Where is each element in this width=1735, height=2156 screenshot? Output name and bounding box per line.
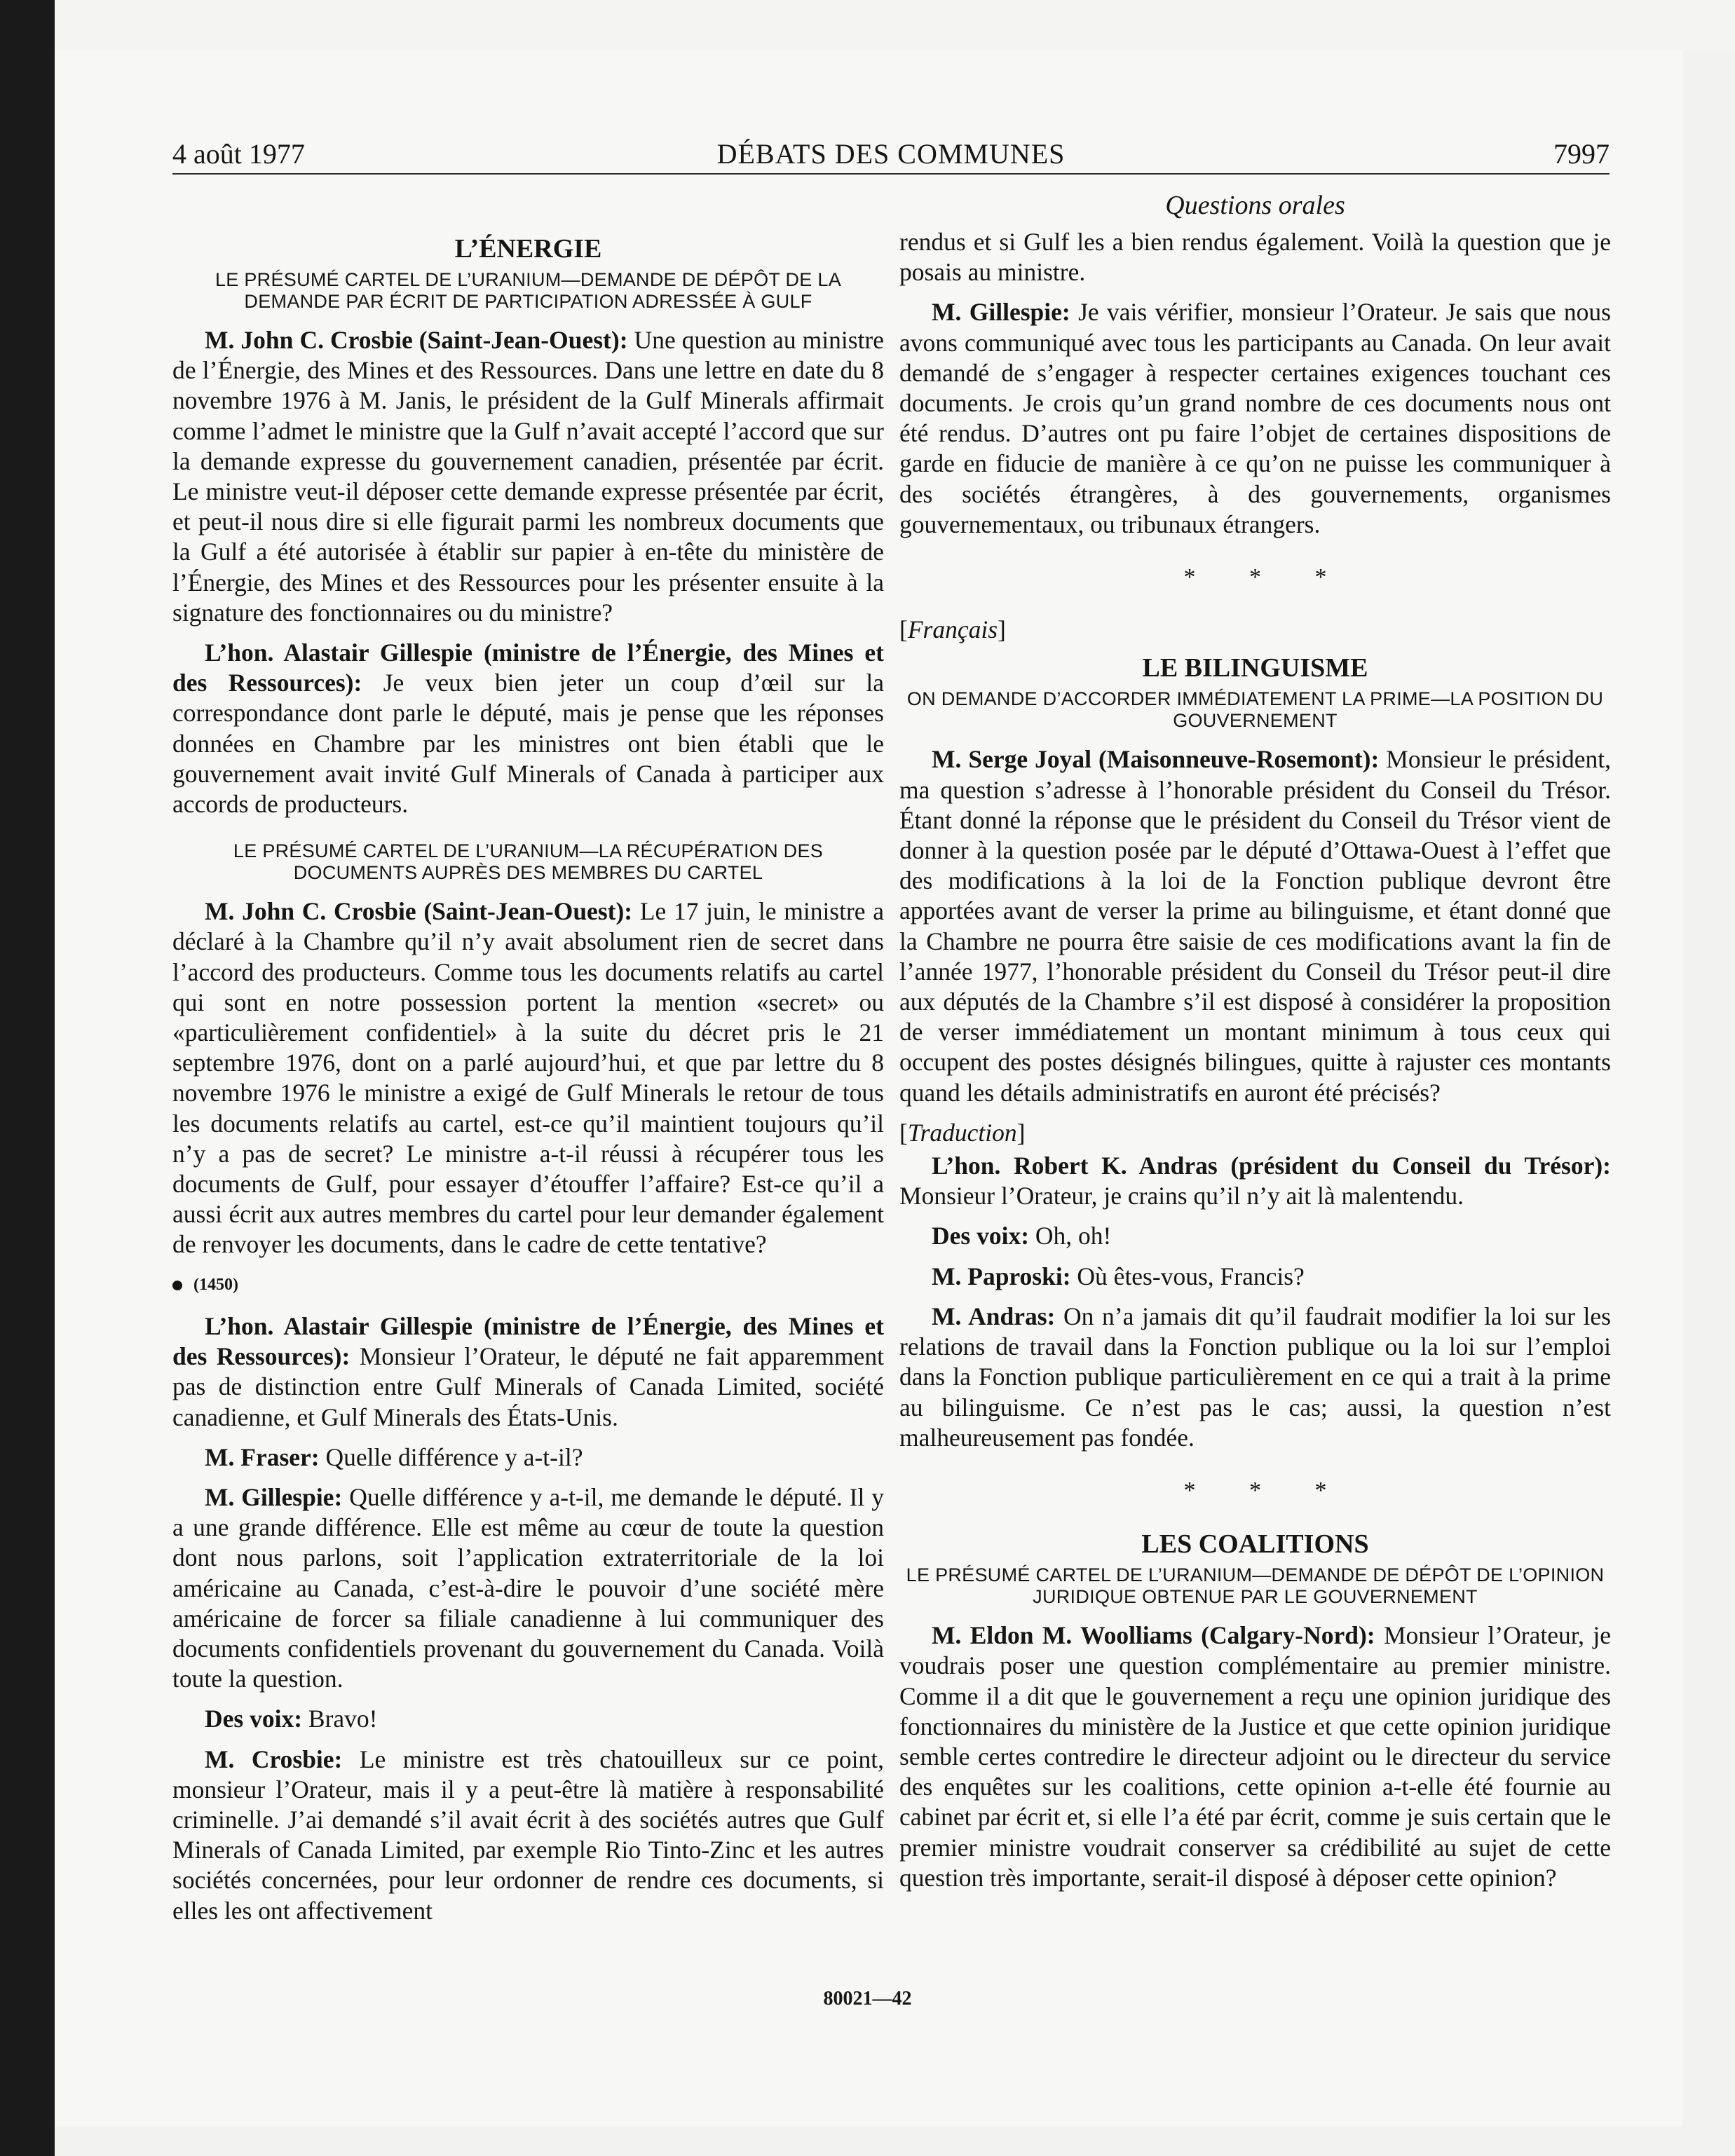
speaker-name: Des voix: <box>932 1222 1030 1250</box>
language-note <box>899 615 1611 645</box>
speech-text: Quelle différence y a-t-il? <box>319 1442 583 1471</box>
speech-text: Bravo! <box>302 1705 378 1733</box>
speaker-name: M. Andras: <box>932 1302 1056 1330</box>
speaker-name: M. Paproski: <box>932 1262 1071 1290</box>
speech-text: Je vais vérifier, monsieur l’Orateur. Je sais que nous avons communiqué avec tous les participants au Canada. On leur avait demandé de s’engager à respecter certaines exigences touchant ces documents. Je crois qu’un grand nombre de ces documents nous ont été rendus. D’autres ont pu faire l’objet de certaines dispositions de garde en fiducie de manière à ce qu’on ne puisse les communiquer à des sociétés étrangères, à des gouvernements, organismes gouvernementaux, ou tribunaux étrangers. <box>899 298 1612 538</box>
section-subtitle-opinion-juridique: LE PRÉSUMÉ CARTEL DE L’URANIUM—DEMANDE DE DÉPÔT DE L’OPINION JURIDIQUE OBTENUE PAR LE GOUVERNEMENT <box>906 1564 1605 1608</box>
speaker-name: M. John C. Crosbie (Saint-Jean-Ouest): <box>205 897 633 926</box>
speech-text: On n’a jamais dit qu’il faudrait modifier la loi sur les relations de travail dans la Fonction publique ou la loi sur l’emploi dans la Fonction publique particulièrement en ce qui a trait à la prime au bilinguisme. Ce n’est pas le cas; aussi, la question n’est malheureusement pas fondée. <box>899 1302 1611 1452</box>
section-title-coalitions: LES COALITIONS <box>1141 1529 1369 1560</box>
language-note <box>899 1118 1611 1148</box>
header-rule <box>172 173 1610 175</box>
paragraph <box>172 1482 884 1694</box>
page-margin-top <box>0 0 1735 50</box>
section-title-energie: L’ÉNERGIE <box>454 234 602 264</box>
speech-text: Une question au ministre de l’Énergie, des Mines et des Ressources. Dans une lettre en date du 8 novembre 1976 à M. Janis, le président de la Gulf Minerals affirmait comme l’admet le ministre que la Gulf n’avait accepté l’accord que sur la demande expresse du gouvernement canadien, présentée par écrit. Le ministre veut-il déposer cette demande expresse présentée par écrit, et peut-il nous dire si elle figurait parmi les nombreux documents que la Gulf a été autorisée à établir sur papier à en-tête du ministère de l’Énergie, des Mines et des Ressources pour les présenter ensuite à la signature des fonctionnaires ou du ministre? <box>172 326 885 627</box>
paragraph <box>172 896 884 1260</box>
running-head: Questions orales <box>1165 191 1345 220</box>
section-separator-stars: * * * <box>1183 564 1351 591</box>
paragraph <box>899 297 1611 540</box>
speech-text: rendus et si Gulf les a bien rendus également. Voilà la question que je posais au ministre. <box>899 228 1611 287</box>
language-note-text: [ Traduction ] <box>899 1119 1026 1147</box>
speech-text: Monsieur le président, ma question s’adresse à l’honorable président du Conseil du Trésor. Étant donné la réponse que le président du Conseil du Trésor vient de donner à la question posée par le député d’Ottawa-Ouest à l’effet que des modifications à la loi de la Fonction publique devront être apportées avant de verser la prime au bilinguisme, et étant donné que la Chambre ne pourra être saisie de ces modifications avant la fin de l’année 1977, l’honorable président du Conseil du Trésor peut-il dire aux députés de la Chambre s’il est disposé à considérer la proposition de verser immédiatement un montant minimum à tous ceux qui occupent des postes désignés bilingues, quitte à rajuster ces montants quand les détails administratifs en auront été précisés? <box>899 745 1611 1107</box>
header-page-number: 7997 <box>1553 138 1610 170</box>
paragraph <box>172 1745 884 1926</box>
speech-text: Le ministre est très chatouilleux sur ce point, monsieur l’Orateur, mais il y a peut-être là matière à responsabilité criminelle. J’ai demandé s’il avait écrit à des sociétés autres que Gulf Minerals of Canada Limited, par exemple Rio Tinto-Zinc et les autres sociétés concernées, pour leur ordonner de rendre ces documents, si elles les ont affectivement <box>172 1745 884 1925</box>
paragraph <box>172 638 884 819</box>
speaker-name: M. Gillespie: <box>205 1482 343 1511</box>
bullet-icon <box>172 1281 182 1290</box>
header-date: 4 août 1977 <box>172 138 305 170</box>
speaker-name: M. Gillespie: <box>932 298 1070 327</box>
scan-binding-edge <box>0 0 55 2156</box>
speaker-name: Des voix: <box>205 1705 303 1733</box>
paragraph <box>172 1704 884 1734</box>
timestamp-text: (1450) <box>193 1275 238 1294</box>
speech-text: Quelle différence y a-t-il, me demande le député. Il y a une grande différence. Elle est même au cœur de toute la question dont nous parlons, soit l’application extraterritoriale de la loi américaine au Canada, c’est-à-dire le pouvoir d’une société mère américaine de forcer sa filiale canadienne à lui communiquer des documents confidentiels provenant du gouvernement du Canada. Voilà toute la question. <box>172 1482 884 1693</box>
paragraph <box>899 1621 1611 1893</box>
header-title: DÉBATS DES COMMUNES <box>716 138 1066 170</box>
page-header <box>172 137 1610 175</box>
section-subtitle-uranium-recuperation: LE PRÉSUMÉ CARTEL DE L’URANIUM—LA RÉCUPÉRATION DES DOCUMENTS AUPRÈS DES MEMBRES DU CARTEL <box>233 840 824 884</box>
speaker-name: M. Fraser: <box>205 1442 320 1471</box>
paragraph <box>899 1262 1611 1292</box>
speaker-name: M. Serge Joyal (Maisonneuve-Rosemont): <box>932 745 1380 774</box>
speaker-name: M. Eldon M. Woolliams (Calgary-Nord): <box>932 1621 1375 1650</box>
speaker-name: M. Crosbie: <box>205 1745 343 1773</box>
section-subtitle-uranium-demande: LE PRÉSUMÉ CARTEL DE L’URANIUM—DEMANDE DE DÉPÔT DE LA DEMANDE PAR ÉCRIT DE PARTICIPATION ADRESSÉE À GULF <box>215 269 842 312</box>
paragraph <box>899 1302 1611 1453</box>
paragraph <box>899 744 1611 1107</box>
speech-text: Je veux bien jeter un coup d’œil sur la correspondance dont parle le député, mais je pense que les réponses données en Chambre par les ministres ont bien établi que le gouvernement avait invité Gulf Minerals of Canada à participer aux accords de producteurs. <box>172 669 884 819</box>
speaker-name: L’hon. Alastair Gillespie (ministre de l’Énergie, des Mines et des Ressources): <box>172 639 884 697</box>
speech-text: Monsieur l’Orateur, je voudrais poser une question complémentaire au premier ministre. Comme il a dit que le gouvernement a reçu une opinion juridique des fonctionnaires du ministère de la Justice et que cette opinion juridique semble certes contredire le directeur adjoint ou le directeur du service des enquêtes sur les coalitions, cette opinion a-t-elle été fournie au cabinet par écrit et, si elle l’a été par écrit, comme je suis certain que le premier ministre voudrait conserver sa crédibilité au sujet de cette question très importante, serait-il disposé à déposer cette opinion? <box>899 1621 1611 1892</box>
speech-text: Monsieur l’Orateur, je crains qu’il n’y ait là malentendu. <box>899 1182 1464 1210</box>
speaker-name: M. John C. Crosbie (Saint-Jean-Ouest): <box>205 326 628 354</box>
paragraph <box>899 1151 1611 1211</box>
speech-text: Monsieur l’Orateur, le député ne fait apparemment pas de distinction entre Gulf Minerals of Canada Limited, société canadienne, et Gulf Minerals des États-Unis. <box>172 1342 884 1431</box>
speaker-name: L’hon. Alastair Gillespie (ministre de l’Énergie, des Mines et des Ressources): <box>172 1311 884 1371</box>
section-subtitle-prime: ON DEMANDE D’ACCORDER IMMÉDIATEMENT LA PRIME—LA POSITION DU GOUVERNEMENT <box>906 688 1604 732</box>
timestamp <box>172 1270 884 1300</box>
page-footer-code: 80021—42 <box>823 1988 912 2010</box>
speech-text: Où êtes-vous, Francis? <box>1070 1262 1305 1290</box>
section-title-bilinguisme: LE BILINGUISME <box>1142 653 1368 683</box>
speaker-name: L’hon. Robert K. Andras (président du Conseil du Trésor): <box>932 1152 1611 1180</box>
paragraph <box>899 1221 1611 1251</box>
paragraph-continued <box>899 227 1611 287</box>
left-column <box>172 189 884 1936</box>
section-separator-stars: * * * <box>1183 1477 1351 1503</box>
paragraph <box>172 325 884 628</box>
speech-text: Le 17 juin, le ministre a déclaré à la Chambre qu’il n’y avait absolument rien de secret dans l’accord des producteurs. Comme tous les documents relatifs au cartel qui sont en notre possession portent la mention «secret» ou «particulièrement confidentiel» à la suite du décret pris le 21 septembre 1976, dont on a parlé aujourd’hui, et que par lettre du 8 novembre 1976 le ministre a exigé de Gulf Minerals le retour de tous les documents relatifs au cartel, est-ce qu’il maintient toujours qu’il n’y a pas de secret? Le ministre a-t-il réussi à récupérer tous les documents de Gulf, pour essayer d’étouffer l’affaire? Est-ce qu’il a aussi écrit aux autres membres du cartel pour leur demander également de renvoyer les documents, dans le cadre de cette tentative? <box>172 897 885 1259</box>
speech-text: Oh, oh! <box>1029 1222 1112 1250</box>
paragraph <box>172 1311 884 1433</box>
right-column <box>899 189 1611 1903</box>
paragraph <box>172 1442 884 1473</box>
language-note-text: [ Français ] <box>899 615 1006 643</box>
